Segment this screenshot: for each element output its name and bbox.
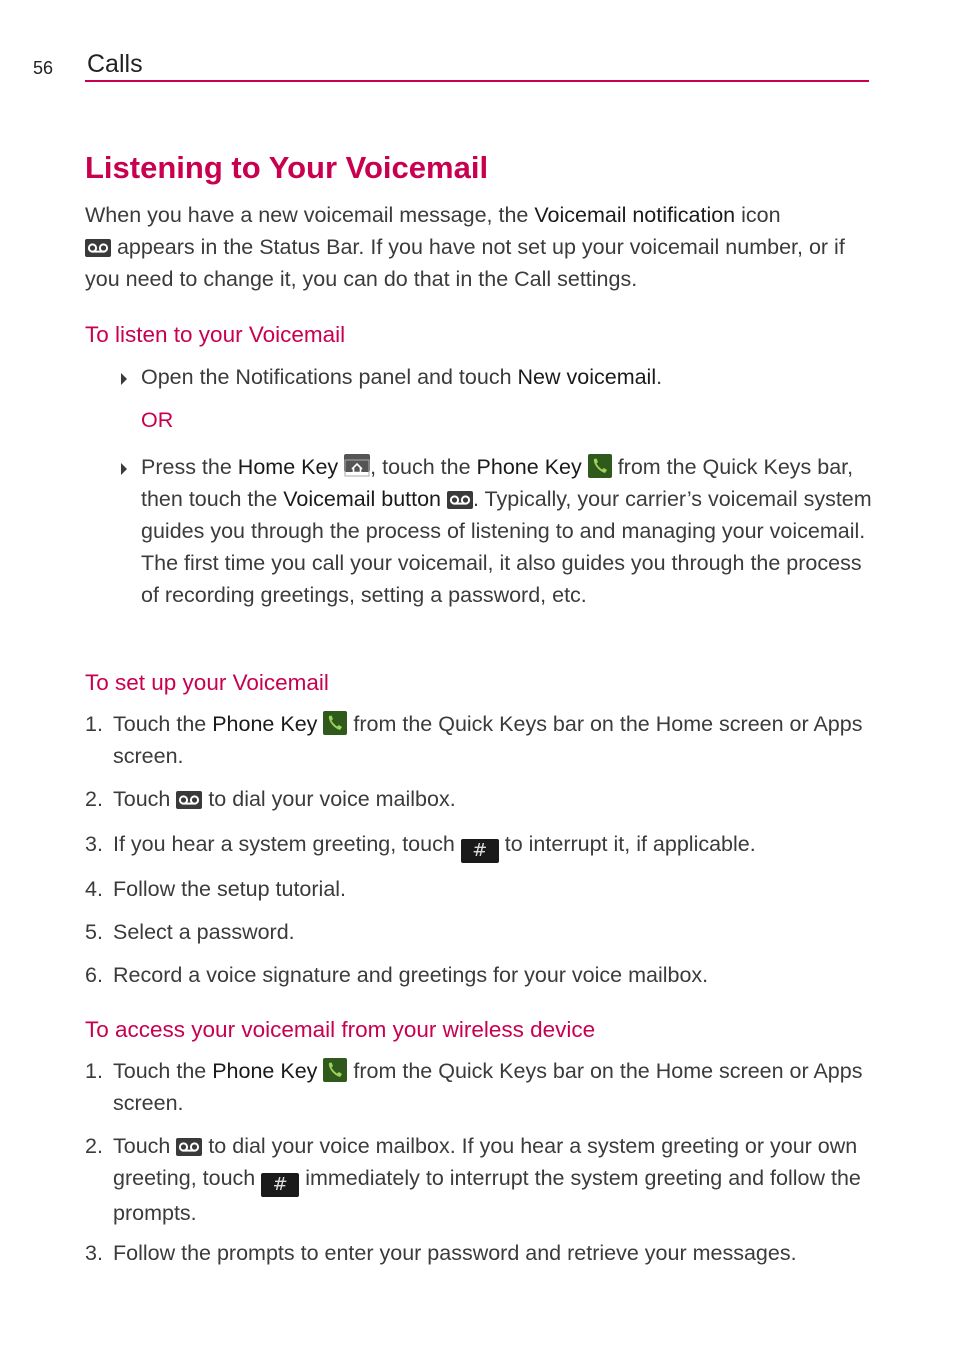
hash-key-icon: # [261, 1173, 299, 1197]
phone-key-icon [323, 711, 347, 735]
home-key-icon [344, 454, 370, 472]
voicemail-icon [85, 239, 111, 257]
voicemail-icon [447, 491, 473, 509]
list-item: 1. Touch the Phone Key from the Quick Keys bar on the Home screen or Apps screen. [85, 712, 863, 768]
intro-paragraph: When you have a new voicemail message, the Voicemail notification icon appears in the Status Bar. If you have not set up your voicemail number, or if you need to change it, you can do that in the Call settings. [85, 203, 845, 291]
page-number: 56 [33, 58, 54, 78]
section-title: Calls [87, 50, 143, 78]
list-item: 1. Touch the Phone Key from the Quick Keys bar on the Home screen or Apps screen. [85, 1059, 863, 1115]
voicemail-icon [176, 791, 202, 809]
list-item: 4. Follow the setup tutorial. [85, 877, 347, 901]
hash-key-icon: # [461, 839, 499, 863]
page-title: Listening to Your Voicemail [85, 150, 489, 185]
list-item: 3. Follow the prompts to enter your password and retrieve your messages. [85, 1241, 797, 1265]
access-heading: To access your voicemail from your wireless device [85, 1017, 596, 1042]
listen-heading: To listen to your Voicemail [85, 322, 346, 347]
header-rule [85, 80, 869, 82]
or-label: OR [141, 408, 174, 432]
bullet-arrow-icon [121, 373, 127, 385]
list-item: 6. Record a voice signature and greetings for your voice mailbox. [85, 963, 709, 987]
phone-key-icon [323, 1058, 347, 1082]
list-item: Press the Home Key , touch the Phone Key from the Quick Keys bar, then touch the Voicemail button . Typically, your carrier’s voicemail system guides you through the process of listening to and managing your voicemail. The first time you call your voicemail, it also guides you through the process of recording greetings, setting a password, etc. [141, 451, 876, 611]
bullet-arrow-icon [121, 463, 127, 475]
list-item: 2. Touch to dial your voice mailbox. [85, 787, 456, 811]
list-item: 2. Touch to dial your voice mailbox. If you hear a system greeting or your own greeting, touch # immediately to interrupt the system greeting and follow the prompts. [85, 1134, 861, 1225]
voicemail-icon [176, 1138, 202, 1156]
list-item: 3. If you hear a system greeting, touch # to interrupt it, if applicable. [85, 832, 756, 861]
phone-key-icon [588, 454, 612, 478]
list-item: Open the Notifications panel and touch New voicemail. [141, 361, 876, 393]
setup-heading: To set up your Voicemail [85, 670, 329, 695]
list-item: 5. Select a password. [85, 920, 295, 944]
